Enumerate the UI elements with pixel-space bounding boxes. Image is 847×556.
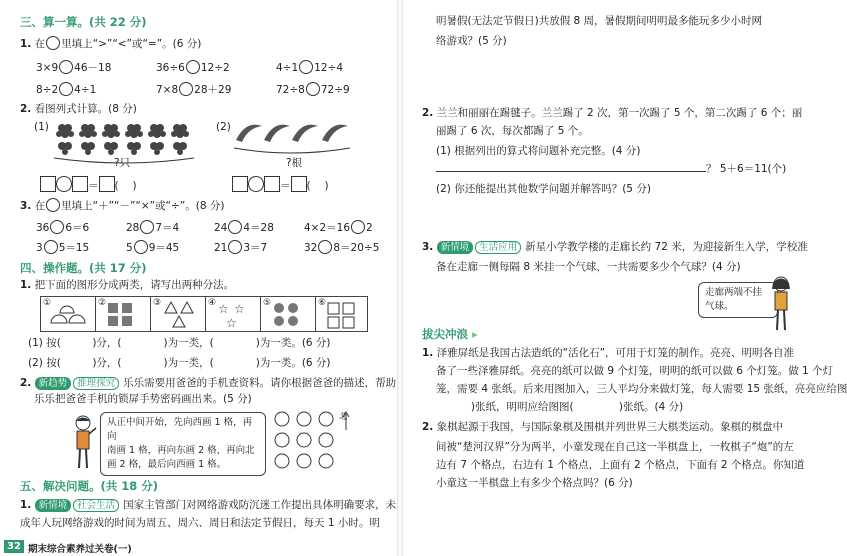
section-5-title: 五、解决问题。(共 18 分) [20,479,159,493]
challenge-2-line-4: 小童这一半棋盘上有多少个格点吗？(6 分) [436,477,633,489]
grape-icon [150,142,164,155]
bananas-picture [232,118,362,158]
pattern-dot [275,433,289,447]
grape-icon [171,124,189,138]
svg-text:☆: ☆ [226,316,237,330]
answer-circle[interactable] [299,60,313,74]
pattern-dot [319,454,333,468]
svg-text:☆: ☆ [218,302,229,316]
q5-3-line-1: 3. 新情境 生活应用 新星小学教学楼的走廊长约 72 米，为迎接新生入学，学校准 [422,241,808,253]
grape-icon [127,142,141,155]
shape-cell-4: ④ ☆ ☆ ☆ [206,297,261,331]
answer-circle-sample [46,36,60,50]
q5-1-line-4: 络游戏？(5 分) [436,35,507,47]
pattern-dot [319,412,333,426]
shape-cell-3: ③ [151,297,206,331]
picture-2-equation: ＝ ( ) [232,176,329,193]
pattern-dot [297,433,311,447]
boy-figure-icon [68,414,98,472]
q5-2-line-1: 2. 兰兰和丽丽在踢毽子。兰兰踢了 2 次，第一次踢了 5 个，第二次踢了 6 个；丽 [422,107,803,119]
picture-1-label: (1) [34,121,49,133]
compare-row-1c: 4÷1 12÷4 [276,62,344,74]
answer-line[interactable] [436,171,706,172]
footer-title: 期末综合素养过关卷(一) [28,544,132,555]
challenge-1-line-3: 笼，需要 4 张纸。后来用图加入，三人平均分来做灯笼，每人需要 15 张纸，亮亮应给图 [436,383,847,395]
q5-1-line-2: 成年人玩网络游戏的时间为周五、周六、周日和法定节假日，每天 1 小时。明 [20,517,380,529]
op-1b: 28 7＝4 [126,222,180,234]
answer-circle[interactable] [140,220,154,234]
section-4-title: 四、操作题。(共 17 分) [20,261,147,275]
answer-circle[interactable] [306,82,320,96]
picture-1-equation: ＝ ( ) [40,176,137,193]
q4-2-line-1: 2. 新趋势 推理探究 乐乐需要用爸爸的手机查资料。请你根据爸爸的描述，帮助 [20,377,397,389]
challenge-section-title: 拔尖冲浪 ▸ [422,327,478,341]
banana-icon [264,125,290,142]
hint-bubble: 走廊两端不挂 气球。 [698,282,778,318]
compare-row-1a: 3×9 46－18 [36,62,112,74]
op-1d: 4×2＝16 2 [304,222,373,234]
op-2a: 3 5＝15 [36,242,90,254]
answer-circle[interactable] [351,220,365,234]
compare-row-2a: 8÷2 4÷1 [36,84,97,96]
answer-circle[interactable] [50,220,64,234]
banana-icon [236,125,262,142]
q3-1-instruction: 1. 在 里填上“>”“<”或“=”。(6 分) [20,38,202,50]
challenge-1-line-4: )张纸，明明应给图图( )张纸。(4 分) [470,401,684,413]
section-3-title: 三、算一算。(共 22 分) [20,15,147,29]
page-footer [0,538,398,556]
q5-2-sub-2: (2) 你还能提出其他数学问题并解答吗？(5 分) [436,183,651,195]
grape-icon [58,142,72,155]
challenge-2-line-3: 边有 7 个格点，右边有 1 个格点，上面有 2 个格点，下面有 2 个格点。你知道 [436,459,805,471]
challenge-1-line-1: 1. 泽雅屏纸是我国古法造纸的“活化石”，可用于灯笼的制作。亮亮、明明各自准 [422,347,795,359]
op-2d: 32 8＝20÷5 [304,242,380,254]
grape-icon [102,124,120,138]
banana-icon [292,125,318,142]
pattern-dot [275,412,289,426]
answer-circle[interactable] [59,60,73,74]
op-1c: 24 4＝28 [214,222,274,234]
answer-box[interactable] [264,176,280,192]
picture-1-caption: ?只 [114,157,131,169]
shape-cell-5: ⑤ [261,297,316,331]
picture-2-label: (2) [216,121,231,133]
challenge-1-line-2: 备了一些泽雅屏纸。亮亮的纸可以做 9 个灯笼，明明的纸可以做 6 个灯笼。做 1 个灯 [436,365,834,377]
compare-row-2c: 72÷8 72÷9 [276,84,350,96]
division-method-1: (1) 按( )分，( )为一类，( )为一类。(6 分) [28,337,331,349]
division-method-2: (2) 按( )分，( )为一类，( )为一类。(6 分) [28,357,331,369]
q4-2-line-2: 乐乐把爸爸手机的锁屏手势密码画出来。(5 分) [34,393,252,405]
answer-circle[interactable] [56,176,72,192]
answer-circle[interactable] [318,240,332,254]
answer-circle[interactable] [134,240,148,254]
girl-figure-icon [766,274,796,334]
svg-text:☆: ☆ [234,302,245,316]
shape-cell-1: ① [41,297,96,331]
grape-icon [81,142,95,155]
grape-icon [125,124,143,138]
shapes-table [40,296,368,332]
compare-row-2b: 7×8 28＋29 [156,84,232,96]
answer-circle[interactable] [44,240,58,254]
grape-icon [79,124,97,138]
op-2b: 5 9＝45 [126,242,180,254]
q5-1-line-3: 明暑假(无法定节假日)共放假 8 周，暑假期间明明最多能玩多少小时网 [436,15,763,27]
pattern-dot [319,433,333,447]
grape-icon [104,142,118,155]
pattern-dot [297,454,311,468]
shape-cell-2: ② [96,297,151,331]
answer-circle[interactable] [228,220,242,234]
answer-box[interactable] [232,176,248,192]
answer-circle[interactable] [179,82,193,96]
left-page [0,0,398,556]
q5-2-sub-1: (1) 根据列出的算式将问题补充完整。(4 分) [436,145,641,157]
answer-circle[interactable] [59,82,73,96]
challenge-2-line-1: 2. 象棋起源于我国，与国际象棋及围棋并列世界三大棋类运动。象棋的棋盘中 [422,421,784,433]
q3-3-instruction: 3. 在 里填上“＋”“－”“×”或“÷”。(8 分) [20,200,225,212]
north-label: 北 [339,412,348,422]
answer-box[interactable] [99,176,115,192]
grape-icon [148,124,166,138]
picture-2-caption: ?根 [286,157,303,169]
shape-cell-6: ⑥ [316,297,370,331]
compare-row-1b: 36÷6 12÷2 [156,62,230,74]
q5-2-blank-line: ？ 5＋6＝11(个) [436,162,786,176]
answer-circle[interactable] [186,60,200,74]
op-1a: 36 6＝6 [36,222,90,234]
answer-circle-sample [46,198,60,212]
grape-icon [56,124,74,138]
challenge-2-line-2: 间被“楚河汉界”分为两半，小童发现在自己这一半棋盘上，一枚棋子“炮”的左 [436,441,794,453]
op-2c: 21 3＝7 [214,242,268,254]
answer-box[interactable] [291,176,307,192]
banana-icon [322,125,348,142]
q4-1-instruction: 1. 把下面的图形分成两类，请写出两种分法。 [20,279,235,291]
q5-1-line-1: 1. 新情境 社会生活 国家主管部门对网络游戏防沉迷工作提出具体明确要求，未 [20,499,397,511]
pattern-dot [297,412,311,426]
right-page [402,0,847,556]
q3-2-instruction: 2. 看图列式计算。(8 分) [20,103,137,115]
answer-box[interactable] [40,176,56,192]
grape-icon [173,142,187,155]
answer-circle[interactable] [228,240,242,254]
pattern-dot [275,454,289,468]
answer-circle[interactable] [248,176,264,192]
q5-3-line-2: 备在走廊一侧每隔 8 米挂一个气球，一共需要多少个气球？(4 分) [436,261,741,273]
page-number: 32 [4,540,24,553]
q5-2-line-2: 丽踢了 6 次，每次都踢了 5 个。 [436,125,589,137]
answer-box[interactable] [72,176,88,192]
father-description-bubble: 从正中间开始，先向西画 1 格，再向 南画 1 格，再向东画 2 格，再向北 画 2 格，最后向西画 1 格。 [100,412,266,476]
